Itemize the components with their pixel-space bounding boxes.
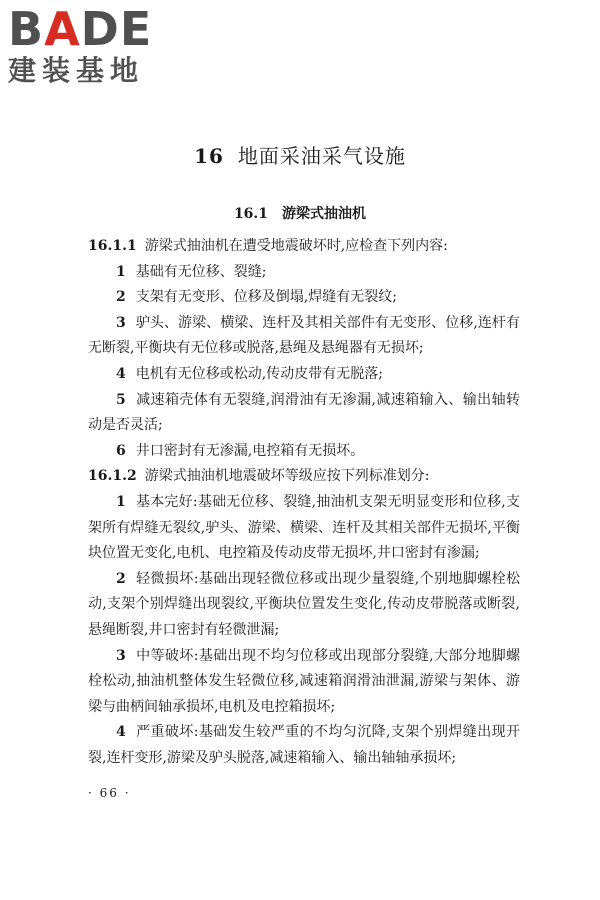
chapter-title: 地面采油采气设施 <box>237 144 406 168</box>
logo-wordmark <box>8 2 178 56</box>
item-text: 基础有无位移、裂缝; <box>135 263 267 280</box>
list-item <box>88 311 520 362</box>
logo-letter-a: A <box>44 2 81 56</box>
item-text: 支架有无变形、位移及倒塌,焊缝有无裂纹; <box>135 289 397 306</box>
item-number: 3 <box>116 314 126 331</box>
item-text: 轻微损坏:基础出现轻微位移或出现少量裂缝,个别地脚螺栓松动,支架个别焊缝出现裂纹,平衡块位置发生变化,传动皮带脱落或断裂,悬绳断裂,井口密封有轻微泄漏; <box>88 570 520 638</box>
item-number: 3 <box>116 647 126 664</box>
clause-number: 16.1.1 <box>88 238 137 254</box>
item-number: 1 <box>116 263 126 280</box>
list-item <box>88 362 520 388</box>
item-number: 4 <box>116 724 126 741</box>
item-text: 基本完好:基础无位移、裂缝,抽油机支架无明显变形和位移,支架所有焊缝无裂纹,驴头、游梁、横梁、连杆及其相关部件无损坏,平衡块位置无变化,电机、电控箱及传动皮带无损坏,井口密封有渗漏; <box>88 493 520 562</box>
list-item <box>88 260 520 286</box>
item-text: 中等破坏:基础出现不均匀位移或出现部分裂缝,大部分地脚螺栓松动,抽油机整体发生轻微位移,减速箱润滑油泄漏,游梁与架体、游梁与曲柄间轴承损坏,电机及电控箱损坏; <box>88 647 520 715</box>
item-text: 减速箱壳体有无裂缝,润滑油有无渗漏,减速箱输入、输出轴转动是否灵活; <box>88 391 520 434</box>
bade-logo <box>8 2 178 88</box>
list-item <box>88 439 520 465</box>
item-text: 井口密封有无渗漏,电控箱有无损坏。 <box>135 442 365 459</box>
list-item <box>88 567 520 644</box>
clause-text: 游梁式抽油机地震破坏等级应按下列标准划分: <box>144 468 430 485</box>
section-title: 游梁式抽油机 <box>282 206 367 222</box>
list-item <box>88 720 520 771</box>
clause-number: 16.1.2 <box>88 468 137 485</box>
item-number: 4 <box>116 365 126 382</box>
item-text: 电机有无位移或松动,传动皮带有无脱落; <box>135 365 383 382</box>
item-number: 2 <box>116 289 126 306</box>
item-number: 2 <box>116 570 126 587</box>
list-item <box>88 285 520 311</box>
body-text <box>88 234 520 771</box>
list-item <box>88 490 520 567</box>
section-number: 16.1 <box>233 206 269 222</box>
clause <box>88 464 520 490</box>
item-text: 严重破坏:基础发生较严重的不均匀沉降,支架个别焊缝出现开裂,连杆变形,游梁及驴头脱落,减速箱输入、输出轴轴承损坏; <box>88 724 520 766</box>
clause-text: 游梁式抽油机在遭受地震破坏时,应检查下列内容: <box>144 238 448 254</box>
clause <box>88 234 520 260</box>
page-number: · 66 · <box>88 786 131 800</box>
list-item <box>88 388 520 439</box>
logo-letter-b: B <box>8 2 45 56</box>
chapter-heading <box>0 140 600 169</box>
item-number: 6 <box>116 442 126 459</box>
logo-letters-de: DE <box>80 2 153 56</box>
section-heading <box>0 203 600 223</box>
list-item <box>88 644 520 721</box>
logo-subtitle: 建装基地 <box>8 54 145 87</box>
chapter-number: 16 <box>194 144 224 168</box>
item-number: 5 <box>116 391 126 408</box>
item-number: 1 <box>116 493 126 510</box>
item-text: 驴头、游梁、横梁、连杆及其相关部件有无变形、位移,连杆有无断裂,平衡块有无位移或脱落,悬绳及悬绳器有无损坏; <box>88 314 520 357</box>
